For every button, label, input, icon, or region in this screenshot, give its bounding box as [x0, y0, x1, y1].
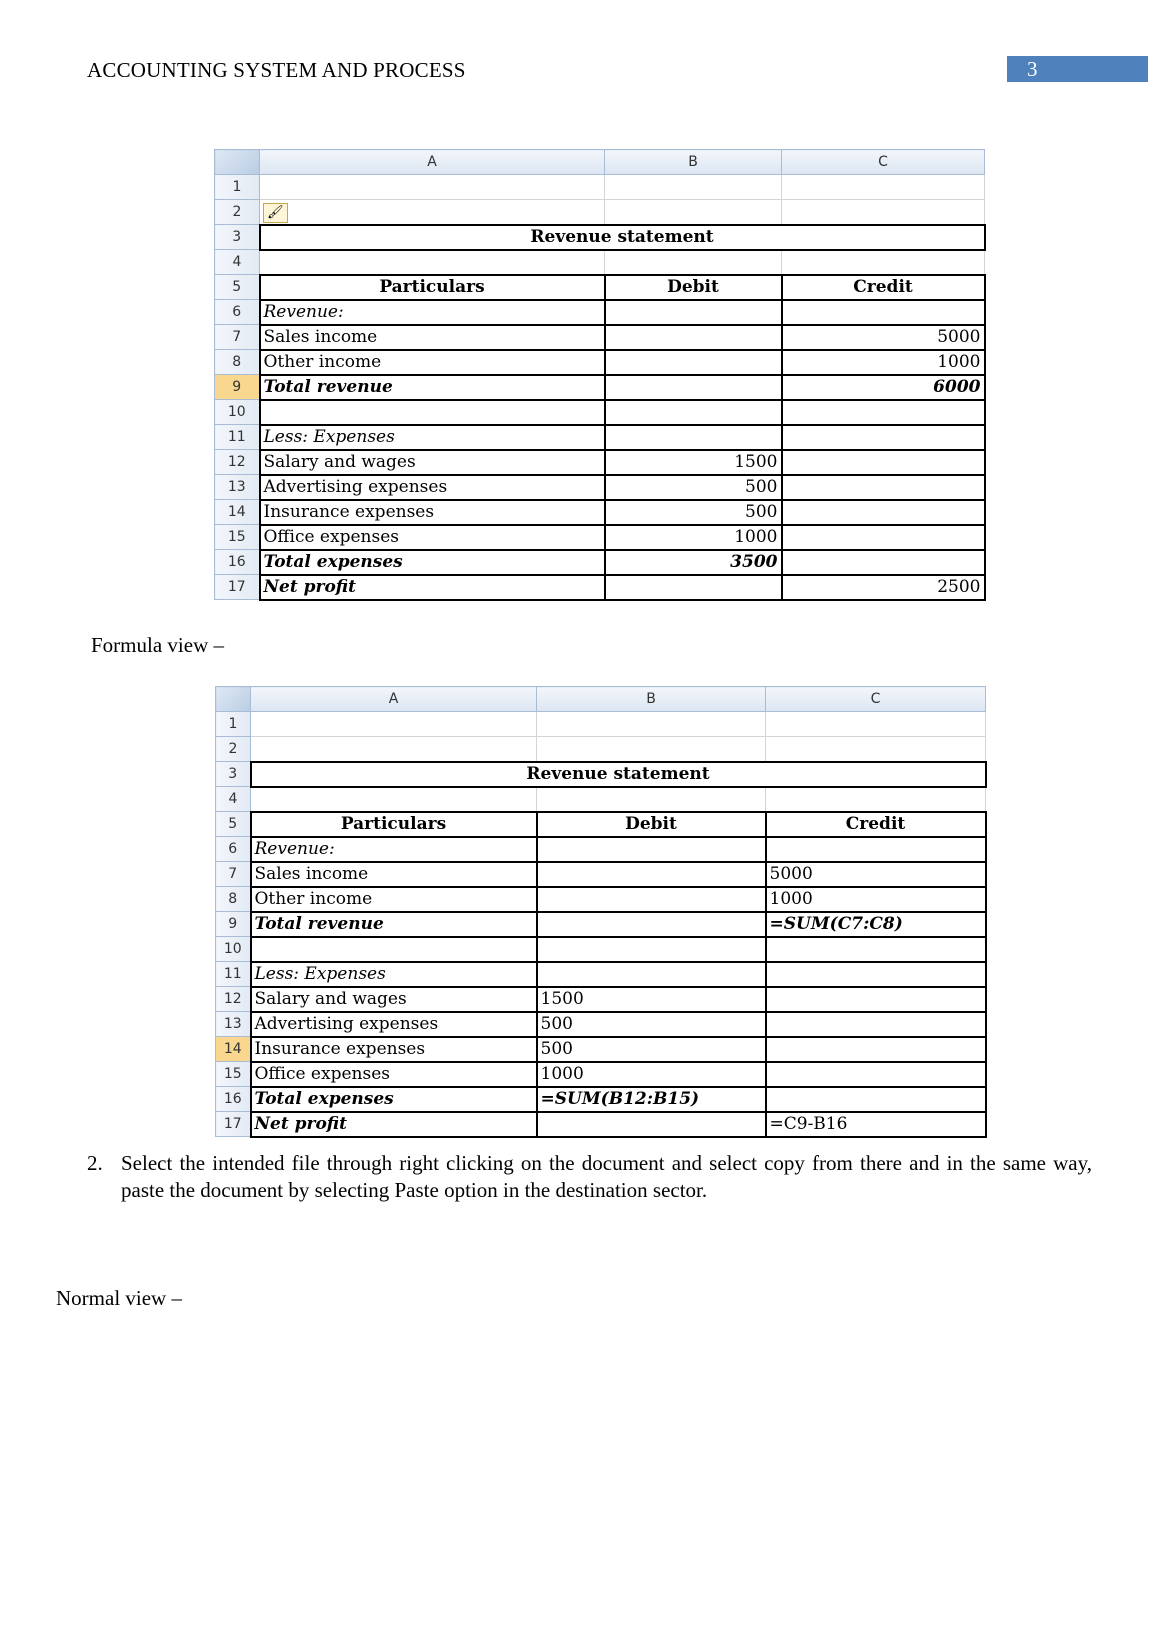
column-header[interactable]: C: [766, 687, 986, 712]
row-header[interactable]: 3: [216, 762, 251, 787]
column-header[interactable]: B: [605, 150, 782, 175]
row-header[interactable]: 15: [216, 1062, 251, 1087]
spreadsheet-row: [215, 225, 985, 250]
cell-c[interactable]: [766, 937, 986, 962]
spreadsheet-row: [215, 400, 985, 425]
header-cell-credit[interactable]: Credit: [766, 812, 986, 837]
cell-b[interactable]: 1000: [537, 1062, 766, 1087]
cell-a[interactable]: Less: Expenses: [251, 962, 537, 987]
row-header[interactable]: 8: [215, 350, 260, 375]
spreadsheet-row: [215, 425, 985, 450]
spreadsheet-row: [215, 350, 985, 375]
cell-a[interactable]: Revenue:: [251, 837, 537, 862]
row-header[interactable]: 12: [216, 987, 251, 1012]
cell-c[interactable]: [782, 550, 985, 575]
cell-a[interactable]: Other income: [260, 350, 605, 375]
step-2-paragraph: [87, 1150, 1092, 1204]
cell-a[interactable]: [251, 712, 537, 737]
cell-a[interactable]: Revenue:: [260, 300, 605, 325]
cell-b[interactable]: [537, 837, 766, 862]
cell-b[interactable]: 500: [605, 500, 782, 525]
cell-c[interactable]: [782, 250, 985, 275]
cell-c[interactable]: [766, 712, 986, 737]
cell-b[interactable]: [605, 375, 782, 400]
cell-b[interactable]: 3500: [605, 550, 782, 575]
cell-c[interactable]: 6000: [782, 375, 985, 400]
spreadsheet-row: [215, 550, 985, 575]
cell-a[interactable]: Other income: [251, 887, 537, 912]
cell-c[interactable]: =SUM(C7:C8): [766, 912, 986, 937]
column-header[interactable]: A: [260, 150, 605, 175]
cell-c[interactable]: [766, 962, 986, 987]
row-header[interactable]: 11: [216, 962, 251, 987]
cell-b[interactable]: [605, 350, 782, 375]
spreadsheet-row: [216, 787, 986, 812]
sheet-title-cell[interactable]: Revenue statement: [260, 225, 985, 250]
select-all-corner[interactable]: [216, 687, 251, 712]
cell-a[interactable]: Salary and wages: [260, 450, 605, 475]
cell-a[interactable]: [251, 937, 537, 962]
cell-c[interactable]: [782, 175, 985, 200]
spreadsheet-row: [216, 1012, 986, 1037]
formula-view-caption: Formula view –: [91, 633, 224, 657]
spreadsheet-values: [214, 149, 986, 601]
cell-b[interactable]: [605, 575, 782, 600]
cell-c[interactable]: [782, 525, 985, 550]
cell-b[interactable]: [537, 737, 766, 762]
cell-c[interactable]: [782, 425, 985, 450]
cell-b[interactable]: [605, 400, 782, 425]
cell-c[interactable]: [766, 787, 986, 812]
row-header[interactable]: 8: [216, 887, 251, 912]
spreadsheet-row: [215, 200, 985, 225]
row-header[interactable]: 12: [215, 450, 260, 475]
cell-b[interactable]: 500: [605, 475, 782, 500]
spreadsheet-row: [216, 812, 986, 837]
cell-c[interactable]: [766, 1087, 986, 1112]
cell-a[interactable]: Office expenses: [251, 1062, 537, 1087]
spreadsheet-row: [216, 887, 986, 912]
page-number: 3: [1007, 56, 1148, 82]
header-cell-debit[interactable]: Debit: [605, 275, 782, 300]
spreadsheet-row: [215, 300, 985, 325]
cell-b[interactable]: 500: [537, 1012, 766, 1037]
row-header[interactable]: 15: [215, 525, 260, 550]
cell-a[interactable]: Net profit: [251, 1112, 537, 1137]
cell-a[interactable]: Advertising expenses: [260, 475, 605, 500]
row-header[interactable]: 13: [216, 1012, 251, 1037]
row-header[interactable]: 2: [216, 737, 251, 762]
row-header[interactable]: 11: [215, 425, 260, 450]
row-header[interactable]: 16: [215, 550, 260, 575]
row-header[interactable]: 17: [215, 575, 260, 600]
row-header[interactable]: 17: [216, 1112, 251, 1137]
cell-b[interactable]: [537, 912, 766, 937]
header-cell-particulars[interactable]: Particulars: [260, 275, 605, 300]
cell-b[interactable]: 1500: [605, 450, 782, 475]
cell-c[interactable]: 1000: [782, 350, 985, 375]
normal-view-caption: Normal view –: [56, 1286, 182, 1310]
header-cell-debit[interactable]: Debit: [537, 812, 766, 837]
cell-b[interactable]: [605, 200, 782, 225]
spreadsheet-row: [215, 475, 985, 500]
row-header[interactable]: 2: [215, 200, 260, 225]
row-header[interactable]: 7: [215, 325, 260, 350]
row-header[interactable]: 9: [216, 912, 251, 937]
cell-a[interactable]: Total expenses: [260, 550, 605, 575]
cell-c[interactable]: [782, 200, 985, 225]
spreadsheet-row: [215, 325, 985, 350]
cell-a[interactable]: [260, 250, 605, 275]
row-header[interactable]: 16: [216, 1087, 251, 1112]
spreadsheet-row: [215, 250, 985, 275]
spreadsheet-row: [216, 1062, 986, 1087]
row-header[interactable]: 13: [215, 475, 260, 500]
cell-b[interactable]: 1500: [537, 987, 766, 1012]
cell-c[interactable]: [766, 1037, 986, 1062]
spreadsheet-row: [216, 912, 986, 937]
cell-a[interactable]: Net profit: [260, 575, 605, 600]
cell-c[interactable]: [782, 400, 985, 425]
sheet-title-cell[interactable]: Revenue statement: [251, 762, 986, 787]
row-header[interactable]: 7: [216, 862, 251, 887]
cell-a[interactable]: Insurance expenses: [251, 1037, 537, 1062]
spreadsheet-row: [216, 987, 986, 1012]
document-header-title: ACCOUNTING SYSTEM AND PROCESS: [87, 58, 466, 82]
cell-a[interactable]: [251, 737, 537, 762]
cell-c[interactable]: 5000: [766, 862, 986, 887]
row-header[interactable]: 5: [216, 812, 251, 837]
row-header[interactable]: 9: [215, 375, 260, 400]
cell-c[interactable]: =C9-B16: [766, 1112, 986, 1137]
spreadsheet-row: [216, 1112, 986, 1137]
cell-a[interactable]: Insurance expenses: [260, 500, 605, 525]
column-header[interactable]: B: [537, 687, 766, 712]
cell-a[interactable]: Total revenue: [260, 375, 605, 400]
cell-c[interactable]: 5000: [782, 325, 985, 350]
row-header[interactable]: 6: [216, 837, 251, 862]
spreadsheet-row: [216, 1037, 986, 1062]
cell-a[interactable]: Office expenses: [260, 525, 605, 550]
cell-c[interactable]: [782, 475, 985, 500]
step-number: 2.: [87, 1151, 103, 1175]
row-header[interactable]: 6: [215, 300, 260, 325]
spreadsheet-row: [216, 762, 986, 787]
cell-c[interactable]: [766, 1062, 986, 1087]
cell-b[interactable]: [605, 300, 782, 325]
cell-a[interactable]: Total expenses: [251, 1087, 537, 1112]
spreadsheet-row: [215, 175, 985, 200]
cell-a[interactable]: [260, 175, 605, 200]
row-header[interactable]: 3: [215, 225, 260, 250]
spreadsheet-row: [216, 937, 986, 962]
cell-b[interactable]: [537, 862, 766, 887]
spreadsheet-row: [215, 275, 985, 300]
spreadsheet-row: [215, 575, 985, 600]
cell-b[interactable]: =SUM(B12:B15): [537, 1087, 766, 1112]
spreadsheet-row: [216, 1087, 986, 1112]
row-header[interactable]: 4: [216, 787, 251, 812]
cell-c[interactable]: [766, 737, 986, 762]
spreadsheet-row: [216, 962, 986, 987]
cell-b[interactable]: [605, 325, 782, 350]
cell-c[interactable]: [766, 987, 986, 1012]
spreadsheet-formulas: [215, 686, 987, 1138]
cell-c[interactable]: [782, 450, 985, 475]
row-header[interactable]: 5: [215, 275, 260, 300]
spreadsheet-row: [216, 737, 986, 762]
cell-c[interactable]: [782, 500, 985, 525]
cell-b[interactable]: [537, 712, 766, 737]
cell-a[interactable]: [251, 787, 537, 812]
format-painter-icon[interactable]: 🖌: [263, 203, 288, 223]
cell-b[interactable]: [537, 887, 766, 912]
cell-b[interactable]: [605, 175, 782, 200]
row-header[interactable]: 14: [216, 1037, 251, 1062]
cell-b[interactable]: [537, 787, 766, 812]
spreadsheet-row: [215, 525, 985, 550]
cell-a[interactable]: Less: Expenses: [260, 425, 605, 450]
cell-a[interactable]: [260, 400, 605, 425]
cell-a[interactable]: Sales income: [251, 862, 537, 887]
cell-b[interactable]: 1000: [605, 525, 782, 550]
column-header[interactable]: C: [782, 150, 985, 175]
cell-b[interactable]: [537, 962, 766, 987]
select-all-corner[interactable]: [215, 150, 260, 175]
cell-c[interactable]: [766, 1012, 986, 1037]
row-header[interactable]: 1: [216, 712, 251, 737]
spreadsheet-row: [215, 375, 985, 400]
cell-b[interactable]: [605, 250, 782, 275]
cell-a[interactable]: Total revenue: [251, 912, 537, 937]
spreadsheet-row: [216, 712, 986, 737]
header-cell-credit[interactable]: Credit: [782, 275, 985, 300]
cell-c[interactable]: [766, 837, 986, 862]
cell-b[interactable]: 500: [537, 1037, 766, 1062]
cell-b[interactable]: [537, 1112, 766, 1137]
step-text: Select the intended file through right clicking on the document and select copy from there and in the same way, paste the document by selecting Paste option in the destination sector.: [121, 1151, 1092, 1202]
spreadsheet-row: [215, 500, 985, 525]
cell-a[interactable]: [260, 200, 605, 225]
cell-a[interactable]: Advertising expenses: [251, 1012, 537, 1037]
row-header[interactable]: 4: [215, 250, 260, 275]
cell-c[interactable]: 2500: [782, 575, 985, 600]
spreadsheet-row: [216, 837, 986, 862]
cell-a[interactable]: Sales income: [260, 325, 605, 350]
spreadsheet-row: [216, 862, 986, 887]
row-header[interactable]: 1: [215, 175, 260, 200]
cell-c[interactable]: 1000: [766, 887, 986, 912]
cell-b[interactable]: [537, 937, 766, 962]
column-header[interactable]: A: [251, 687, 537, 712]
row-header[interactable]: 10: [216, 937, 251, 962]
cell-b[interactable]: [605, 425, 782, 450]
cell-c[interactable]: [782, 300, 985, 325]
row-header[interactable]: 10: [215, 400, 260, 425]
row-header[interactable]: 14: [215, 500, 260, 525]
spreadsheet-row: [215, 450, 985, 475]
header-cell-particulars[interactable]: Particulars: [251, 812, 537, 837]
cell-a[interactable]: Salary and wages: [251, 987, 537, 1012]
